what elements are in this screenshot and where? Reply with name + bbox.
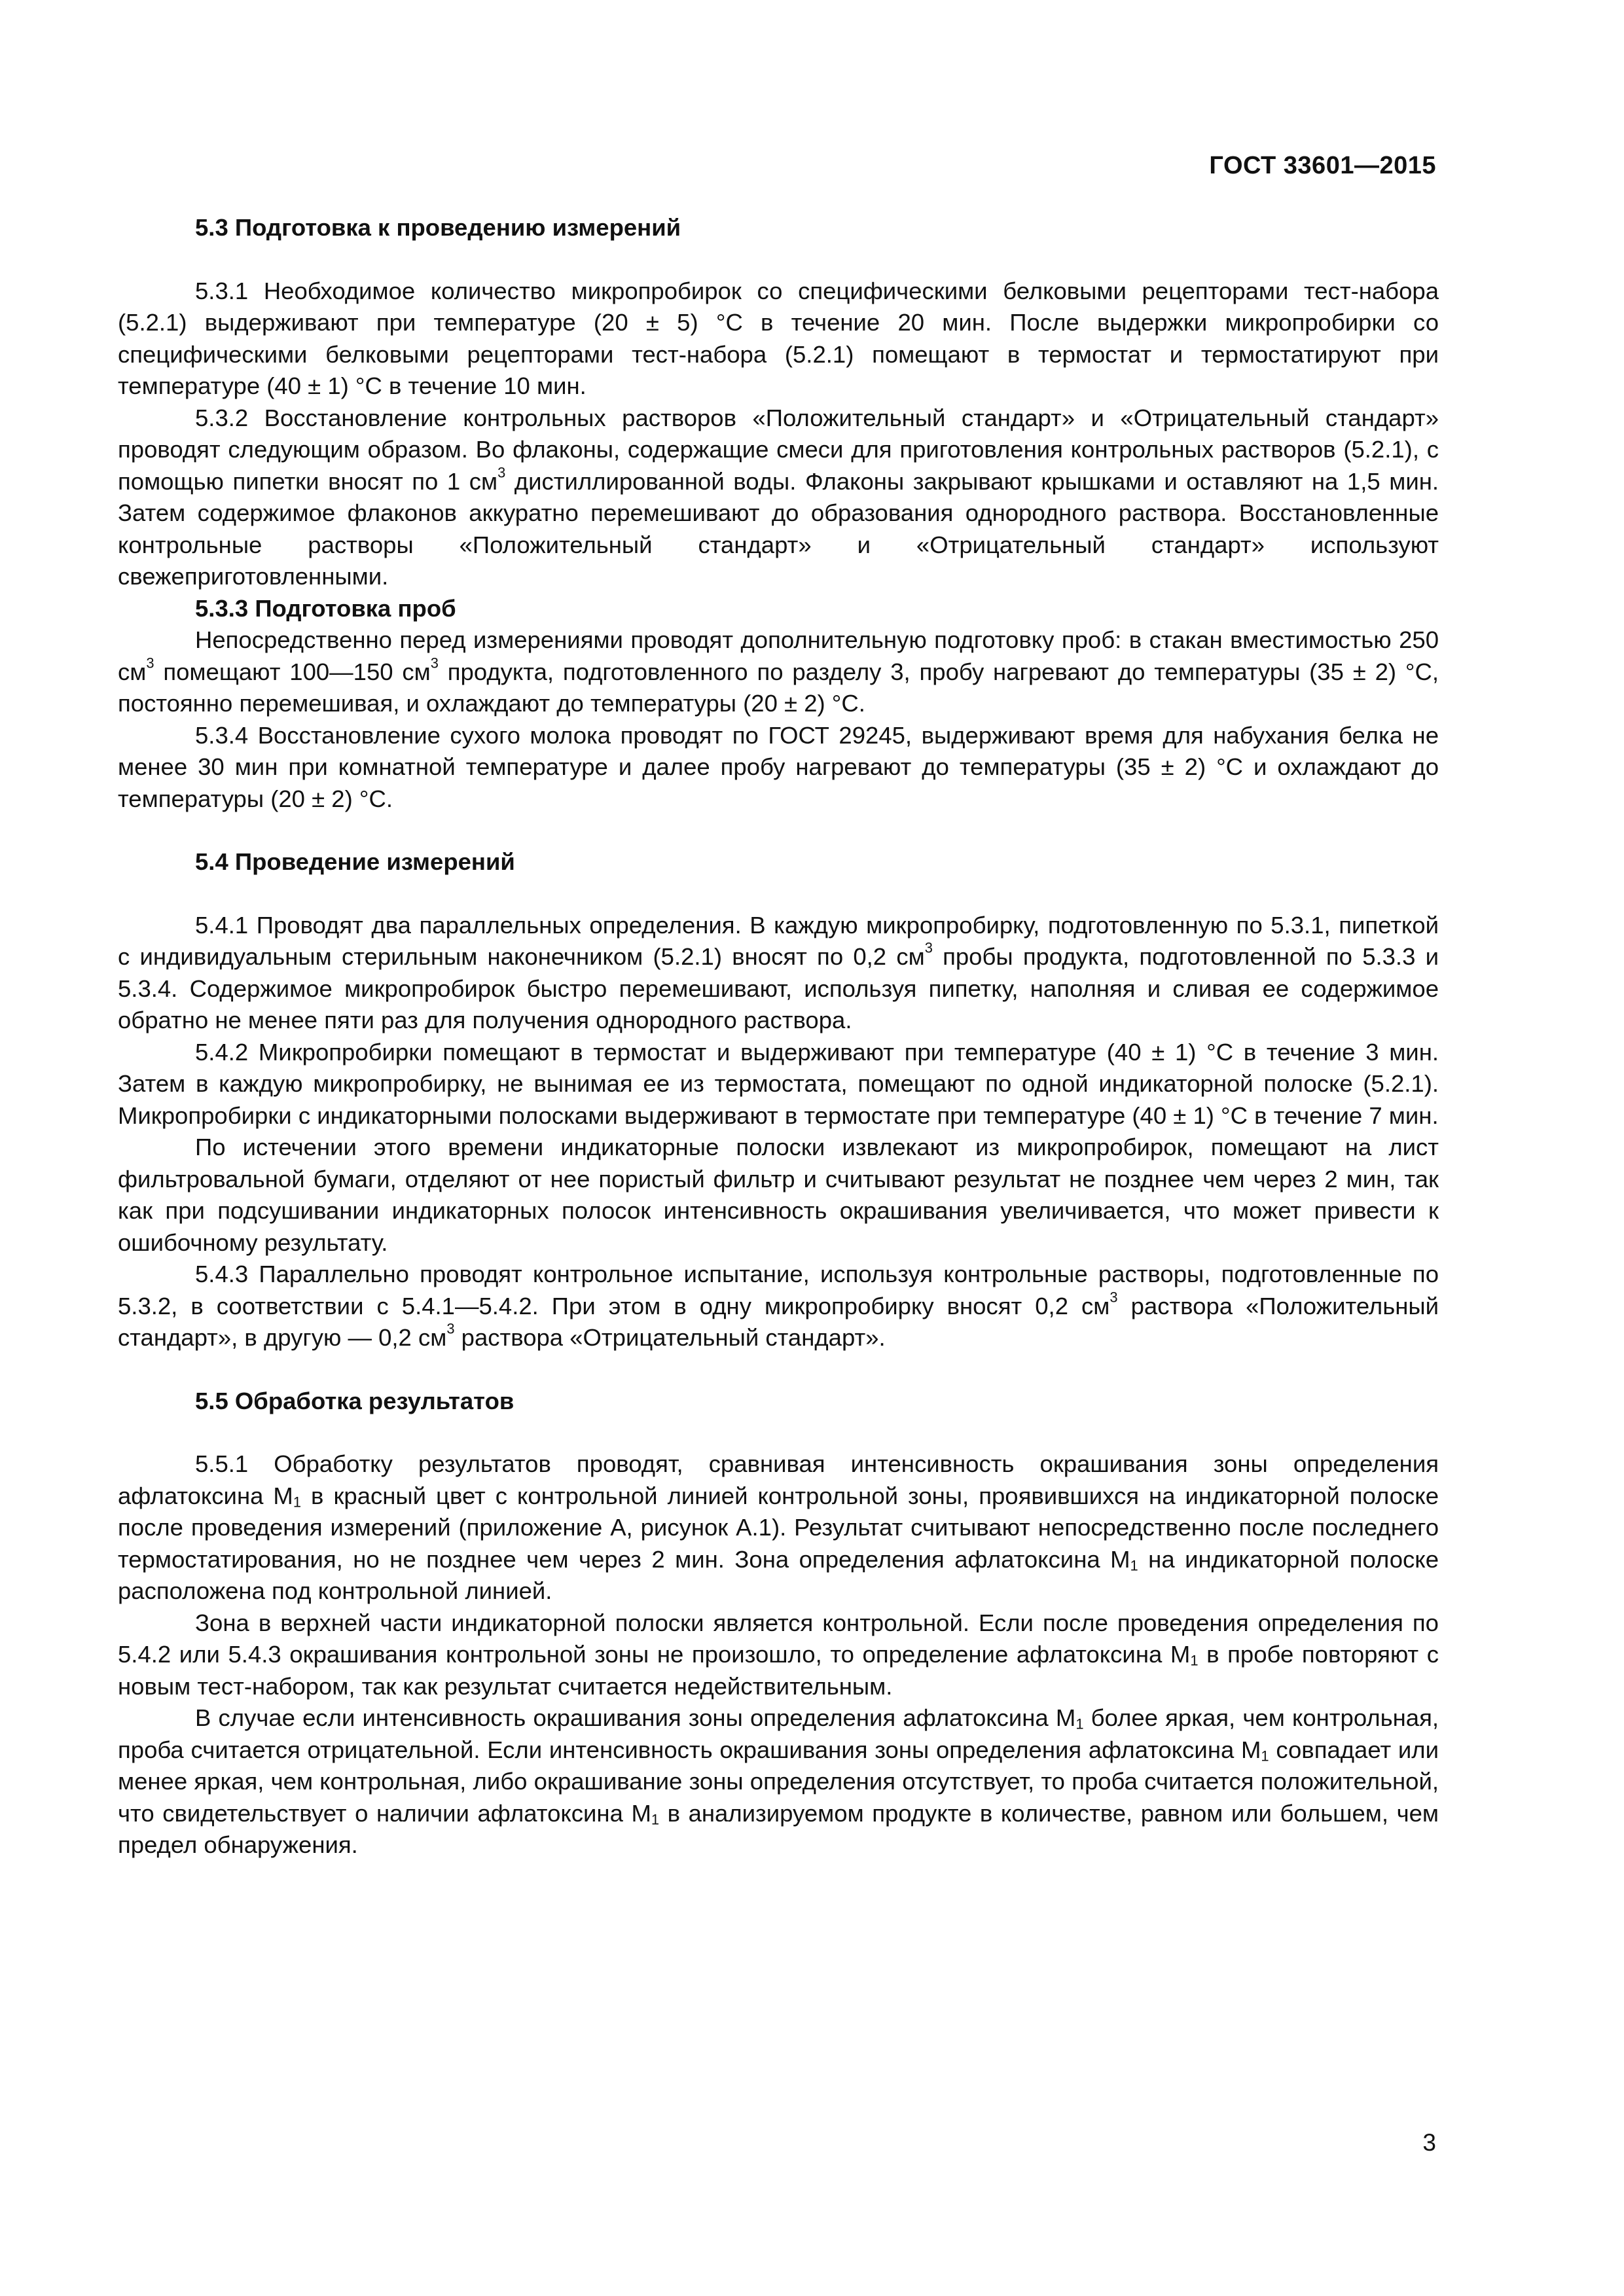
paragraph-5-4-2-continued: По истечении этого времени индикаторные полоски извлекают из микропробирок, помещают на лист фильтровальной бумаги, отделяют от нее пористый фильтр и считывают результат не позднее чем через 2 мин, так как при подсушивании индикаторных полосок интенсивность окрашивания увеличивается, что может привести к ошибочному результату. — [118, 1134, 1439, 1256]
section-heading-5-3: 5.3 Подготовка к проведению измерений — [195, 214, 681, 241]
paragraph-5-3-2: 5.3.2 Восстановление контрольных растворов «Положительный стандарт» и «Отрицательный стандарт» проводят следующим образом. Во флаконы, содержащие смеси для приготовления контрольных растворов (5.2.1), с помощью пипетки вносят по 1 $см^3$ дистиллированной воды. Флаконы закрывают крышками и оставляют на 1,5 мин. Затем содержимое флаконов аккуратно перемешивают до образования однородного раствора. Восстановленные контрольные растворы «Положительный стандарт» и «Отрицательный стандарт» используют свежеприготовленными. — [118, 404, 1439, 590]
subscript-1: 1 — [1190, 1652, 1199, 1669]
superscript-3: 3 — [497, 463, 506, 480]
paragraph-5-5-1-interpretation: В случае если интенсивность окрашивания зоны определения афлатоксина $М_1$ более яркая, чем контрольная, проба считается отрицательной. Если интенсивность окрашивания зоны определения афлатоксина $М_1$ совпадает или менее яркая, чем контрольная, либо окрашивание зоны определения отсутствует, то проба считается положительной, что свидетельствует о наличии афлатоксина $М_1$ в анализируемом продукте в количестве, равном или большем, чем предел обнаружения. — [118, 1704, 1439, 1858]
section-heading-5-4: 5.4 Проведение измерений — [195, 848, 515, 875]
subsection-heading-5-3-3: 5.3.3 Подготовка проб — [195, 594, 456, 622]
document-body — [118, 212, 1439, 1861]
subscript-1: 1 — [1130, 1556, 1138, 1573]
superscript-3: 3 — [1110, 1288, 1118, 1305]
document-code: ГОСТ 33601—2015 — [1209, 152, 1436, 179]
page-number: 3 — [1422, 2129, 1436, 2156]
section-heading-5-5: 5.5 Обработка результатов — [195, 1387, 514, 1414]
subscript-1: 1 — [1075, 1715, 1084, 1732]
paragraph-5-3-4: 5.3.4 Восстановление сухого молока проводят по ГОСТ 29245, выдерживают время для набухания белка не менее 30 мин при комнатной температуре и далее пробу нагревают до температуры (35 ± 2) °С и охлаждают до температуры (20 ± 2) °С. — [118, 721, 1439, 812]
paragraph-5-3-1: 5.3.1 Необходимое количество микропробирок со специфическими белковыми рецепторами тест-набора (5.2.1) выдерживают при температуре (20 ± 5) °С в течение 20 мин. После выдержки микропробирки со специфическими белковыми рецепторами тест-набора (5.2.1) помещают в термостат и термостатируют при температуре (40 ± 1) °С в течение 10 мин. — [118, 277, 1439, 399]
paragraph-5-4-3: 5.4.3 Параллельно проводят контрольное испытание, используя контрольные растворы, подготовленные по 5.3.2, в соответствии с 5.4.1—5.4.2. При этом в одну микропробирку вносят 0,2 $см^3$ раствора «Положительный стандарт», в другую — 0,2 $см^3$ раствора «Отрицательный стандарт». — [118, 1261, 1439, 1351]
paragraph-5-4-2: 5.4.2 Микропробирки помещают в термостат и выдерживают при температуре (40 ± 1) °С в течение 3 мин. Затем в каждую микропробирку, не вынимая ее из термостата, помещают по одной индикаторной полоске (5.2.1). Микропробирки с индикаторными полосками выдерживают в термостате при температуре (40 ± 1) °С в течение 7 мин. — [118, 1038, 1439, 1129]
paragraph-5-3-3: Непосредственно перед измерениями проводят дополнительную подготовку проб: в стакан вместимостью 250 $см^3$ помещают 100—150 $см^3$ продукта, подготовленного по разделу 3, пробу нагревают до температуры (35 ± 2) °С, постоянно перемешивая, и охлаждают до температуры (20 ± 2) °С. — [118, 626, 1439, 717]
paragraph-5-5-1: 5.5.1 Обработку результатов проводят, сравнивая интенсивность окрашивания зоны определения афлатоксина $М_1$ в красный цвет с контрольной линией контрольной зоны, проявившихся на индикаторной полоске после проведения измерений (приложение А, рисунок А.1). Результат считывают непосредственно после последнего термостатирования, но не позднее чем через 2 мин. Зона определения афлатоксина $М_1$ на индикаторной полоске расположена под контрольной линией. — [118, 1450, 1439, 1604]
subscript-1: 1 — [651, 1810, 660, 1827]
paragraph-5-5-1-control-zone: Зона в верхней части индикаторной полоски является контрольной. Если после проведения определения по 5.4.2 или 5.4.3 окрашивания контрольной зоны не произошло, то определение афлатоксина $М_1$ в пробе повторяют с новым тест-набором, так как результат считается недействительным. — [118, 1609, 1439, 1700]
paragraph-5-4-1: 5.4.1 Проводят два параллельных определения. В каждую микропробирку, подготовленную по 5.3.1, пипеткой с индивидуальным стерильным наконечником (5.2.1) вносят по 0,2 $см^3$ пробы продукта, подготовленной по 5.3.3 и 5.3.4. Содержимое микропробирок быстро перемешивают, используя пипетку, наполняя и сливая ее содержимое обратно не менее пяти раз для получения однородного раствора. — [118, 911, 1439, 1033]
superscript-3: 3 — [446, 1320, 455, 1337]
superscript-3: 3 — [924, 939, 933, 956]
superscript-3: 3 — [146, 654, 154, 671]
subscript-1: 1 — [1261, 1747, 1269, 1764]
subscript-1: 1 — [293, 1493, 302, 1510]
superscript-3: 3 — [430, 654, 439, 671]
